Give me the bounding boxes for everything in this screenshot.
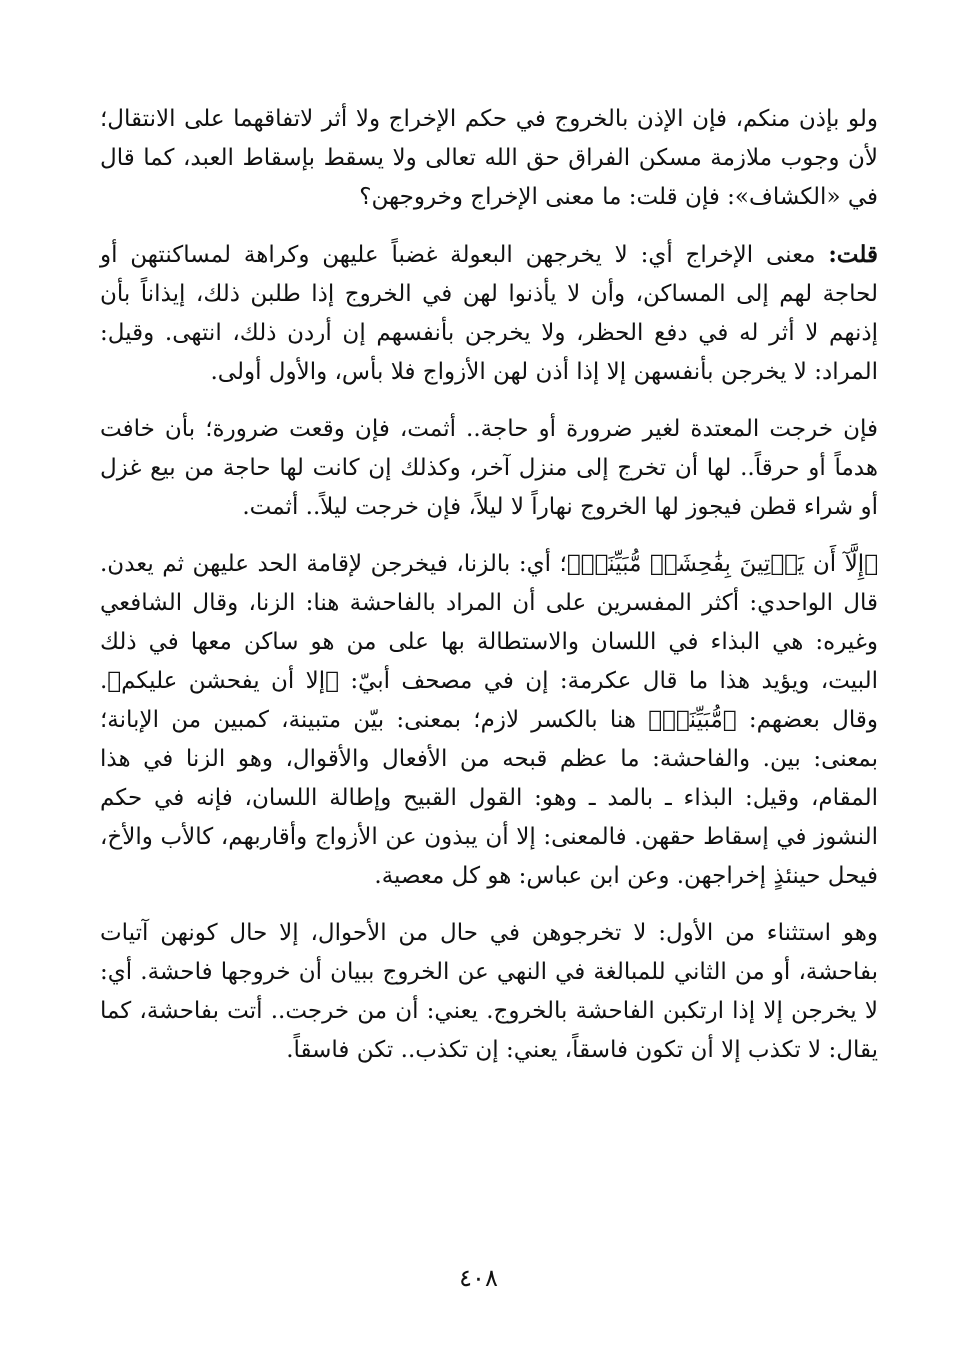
paragraph-2 [100,235,878,392]
paragraph-5: وهو استثناء من الأول: لا تخرجوهن في حال من الأحوال، إلا حال كونهن آتيات بفاحشة، أو من الثاني للمبالغة في النهي عن الخروج ببيان أن خروجها فاحشة. أي: لا يخرجن إلا إذا ارتكبن الفاحشة بالخروج. يعني: أن من خرجت.. أتت بفاحشة، كما يقال: لا تكذب إلا أن تكون فاسقاً، يعني: إن تكذب.. تكن فاسقاً. [100,920,878,1063]
page-body [100,100,878,1340]
qult-label: قلت: [828,241,878,268]
paragraph-4: ﴿إِلَّآ أَن يَأۡتِينَ بِفَٰحِشَةٖ مُّبَيِّنَةٖ﴾؛ أي: بالزنا، فيخرجن لإقامة الحد عليهن ثم يعدن. قال الواحدي: أكثر المفسرين على أن المراد بالفاحشة هنا: الزنا، وقال الشافعي وغيره: هي البذاء في اللسان والاستطالة بها على من هو ساكن معها في ذلك البيت، ويؤيد هذا ما قال عكرمة: إن في مصحف أبيّ: ﴿إلا أن يفحشن عليكم﴾. وقال بعضهم: ﴿مُّبَيِّنَةٖ﴾ هنا بالكسر لازم؛ بمعنى: بيّن متبينة، كمبين من الإبانة؛ بمعنى: بين. والفاحشة: ما عظم قبحه من الأفعال والأقوال، وهو الزنا في هذا المقام، وقيل: البذاء ـ بالمد ـ وهو: القول القبيح وإطالة اللسان، فإنه في حكم النشوز في إسقاط حقهن. فالمعنى: إلا أن يبذون عن الأزواج وأقاربهم، كالأب والأخ، فيحل حينئذٍ إخراجهن. وعن ابن عباس: هو كل معصية. [100,551,878,889]
paragraph-2-text: معنى الإخراج أي: لا يخرجهن البعولة غضباً عليهن وكراهة لمساكنتهن أو لحاجة لهم إلى المساكن، وأن لا يأذنوا لهن في الخروج إذا طلبن ذلك، إيذاناً بأن إذنهم لا أثر له في دفع الحظر، ولا يخرجن بأنفسهم إن أردن ذلك، انتهى. وقيل: المراد: لا يخرجن بأنفسهن إلا إذا أذن لهن الأزواج فلا بأس، والأول أولى. [100,242,878,385]
page-number: ٤٠٨ [459,1264,498,1292]
paragraph-1: ولو بإذن منكم، فإن الإذن بالخروج في حكم الإخراج ولا أثر لاتفاقهما على الانتقال؛ لأن وجوب ملازمة مسكن الفراق حق الله تعالى ولا يسقط بإسقاط العبد، كما قال في «الكشاف»: فإن قلت: ما معنى الإخراج وخروجهن؟ [100,106,878,210]
paragraph-3: فإن خرجت المعتدة لغير ضرورة أو حاجة.. أثمت، فإن وقعت ضرورة؛ بأن خافت هدماً أو حرقاً.. لها أن تخرج إلى منزل آخر، وكذلك إن كانت لها حاجة من بيع غزل أو شراء قطن فيجوز لها الخروج نهاراً لا ليلاً، فإن خرجت ليلاً.. أثمت. [100,416,878,520]
